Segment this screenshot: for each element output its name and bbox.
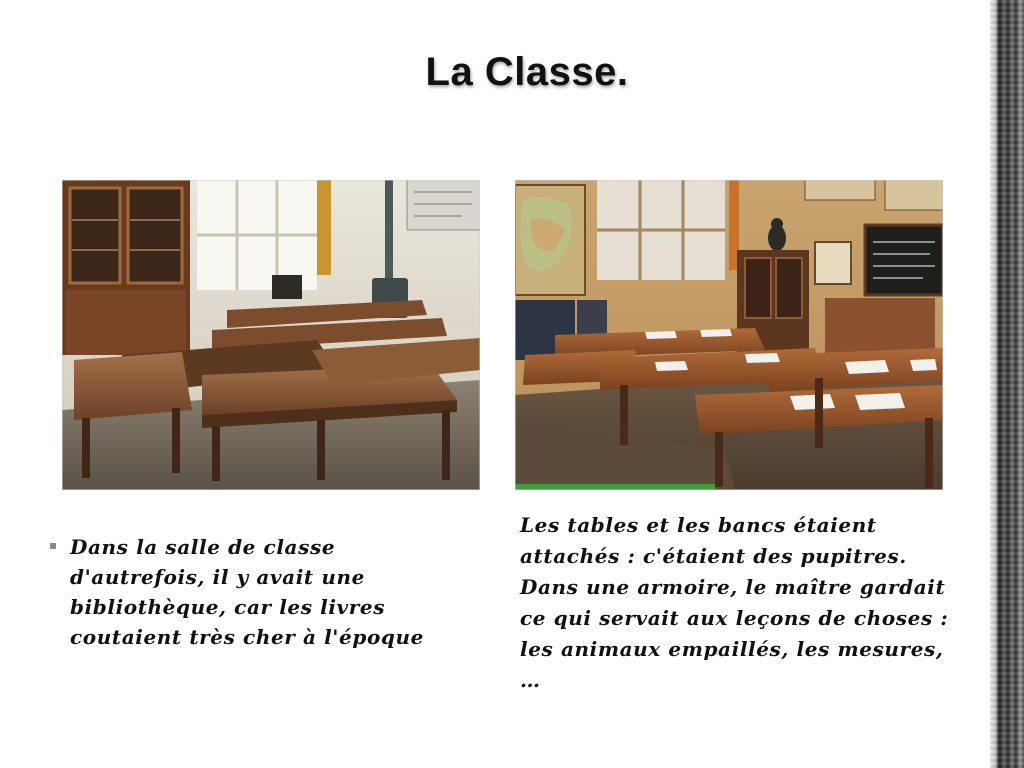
left-caption: Dans la salle de classe d'autrefois, il y avait une bibliothèque, car les livres coutaient très cher à l'époque (70, 535, 424, 649)
classroom-photo-desks (515, 180, 943, 490)
classroom-photo-bookcase (62, 180, 480, 490)
right-caption: Les tables et les bancs étaient attachés : c'étaient des pupitres. Dans une armoire, le maître gardait ce qui servait aux leçons de choses : les animaux empaillés, les mesures, … (520, 513, 949, 692)
bullet-marker (50, 543, 56, 549)
slide-title: La Classe. (425, 50, 629, 94)
slide-edge-border (990, 0, 1024, 768)
